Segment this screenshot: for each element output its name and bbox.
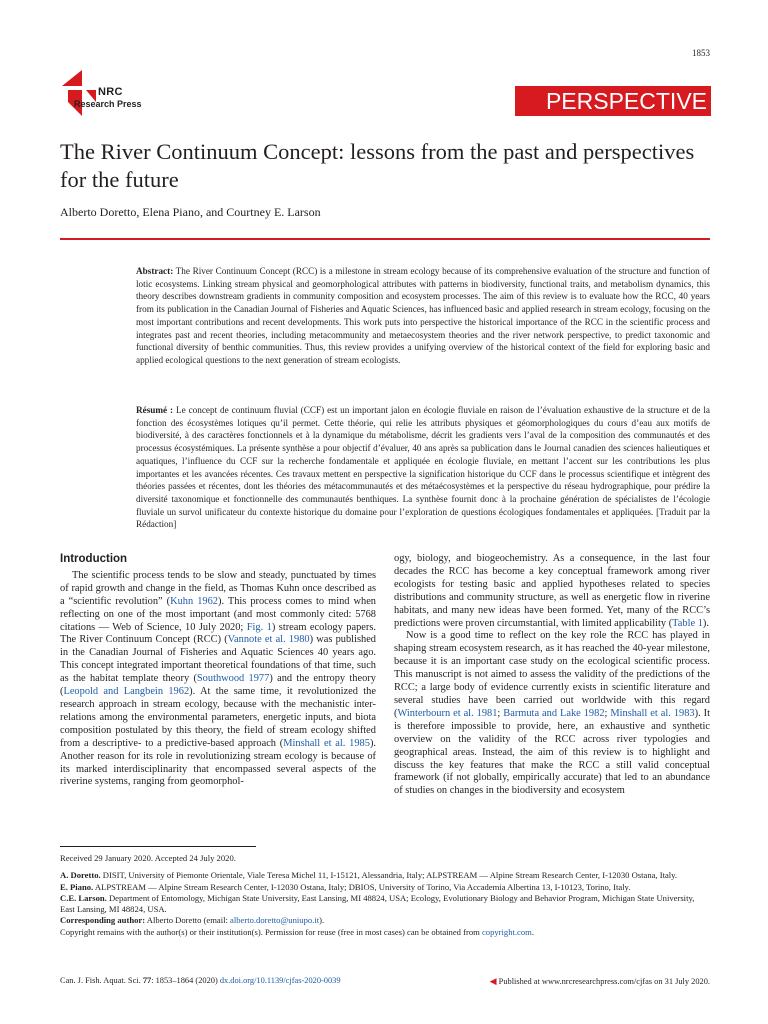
copyright-text: Copyright remains with the author(s) or their institution(s). Permission for reuse (free in most cases) can be obtained from xyxy=(60,926,482,937)
text-run: ) was published in the Canadian Journal of Fisheries and Aquatic Sciences 40 years ago. This concept integrated important theoretical foundations of that time, such as the habitat template theory ( xyxy=(60,634,376,685)
affiliation-doretto xyxy=(60,870,710,881)
citation-link[interactable]: Winterbourn et al. 1981 xyxy=(397,707,498,719)
logo-press-text: Research Press xyxy=(74,99,142,109)
footnotes xyxy=(60,853,710,938)
affiliation-author-name: E. Piano. xyxy=(60,881,94,892)
article-title: The River Continuum Concept: lessons from the past and perspectives for the future xyxy=(60,139,695,192)
intro-paragraph-1 xyxy=(60,570,376,789)
copyright-notice xyxy=(60,927,710,938)
text-run: ; xyxy=(604,707,611,719)
email-link[interactable]: alberto.doretto@uniupo.it xyxy=(230,915,320,926)
citation-link[interactable]: Leopold and Langbein 1962 xyxy=(63,686,190,698)
table-link[interactable]: Table 1 xyxy=(672,617,703,629)
abstract xyxy=(136,265,710,367)
right-column xyxy=(394,553,710,798)
citation-link[interactable]: Kuhn 1962 xyxy=(170,595,218,607)
affiliation-author-name: A. Doretto. xyxy=(60,870,101,881)
citation-link[interactable]: Southwood 1977 xyxy=(196,673,270,685)
text-run: ). Another reason for its role in revolutionizing stream ecology is because of its marked interdisciplinarity that encompassed several aspects of the riverine systems, ranging from geomorphol- xyxy=(60,737,376,788)
page-number: 1853 xyxy=(692,48,710,58)
text-run: ogy, biology, and biogeochemistry. As a consequence, in the last four decades the RCC has become a key conceptual framework among river ecologists for testing basic and applied hypotheses related to species distributions and community structure, as well as energetic flow in riverine habitats, and many new ideas have been formed. Yet, many of the RCC’s predictions were proven circumstantial, with limited applicability ( xyxy=(394,553,710,629)
citation-info xyxy=(60,976,341,985)
text-run: . xyxy=(531,926,534,937)
journal-pages: : 1853–1864 (2020) xyxy=(151,976,220,985)
affiliation-text: ALPSTREAM — Alpine Stream Research Center, I-12030 Ostana, Italy; DBIOS, University of Torino, Via Accademia Albertina 13, I-10123, Torino, Italy. xyxy=(93,881,631,892)
copyright-link[interactable]: copyright.com xyxy=(481,926,532,937)
resume-text: Le concept de continuum fluvial (CCF) est un important jalon en écologie fluviale en raison de l’évaluation exhaustive de la structure et de la fonction des écosystèmes lotiques qu’il permet. Cette théorie, qui relie les attributs physiques et géomorphologiques du cours d’eau aux motifs de biodiversité, à des caractères fonctionnels et à la dynamique du métabolisme, décrit les gradients vers l’aval de la composition des communautés et des processus écosystémiques. La présente synthèse a pour objectif d’évaluer, 40 ans après sa publication dans le Journal canadien des sciences halieutiques et aquatiques, l’influence du CCF sur la recherche fondamentale et appliquée en écologie fluviale, en mettant l’accent sur les contributions les plus importantes et les avancées récentes. Ces travaux mettent en perspective la signification historique du CCF dans le processus scientifique et intègrent des théories passées et récentes, dont les théories des métacommunautés et des métaécosystèmes et la perspective du réseau hydrographique, pour prédire la diversité taxonomique et fonctionnelle des communautés benthiques. La synthèse fournit donc à la prochaine génération de spécialistes de l’écologie fluviale un survol unificateur du contexte historique du domaine pour l’exploration de questions écologiques fondamentales et appliquées. [Traduit par la Rédaction] xyxy=(136,405,710,530)
journal-name: Can. J. Fish. Aquat. Sci. xyxy=(60,976,143,985)
affiliation-text: DISIT, University of Piemonte Orientale, Viale Teresa Michel 11, I-15121, Alessandria, Italy; ALPSTREAM — Alpine Stream Research Center, I-12030 Ostana, Italy. xyxy=(100,870,678,881)
citation-link[interactable]: Vannote et al. 1980 xyxy=(227,634,310,646)
corresponding-author xyxy=(60,915,710,926)
perspective-banner: PERSPECTIVE xyxy=(515,86,711,116)
corresponding-text: Alberto Doretto (email: xyxy=(145,915,231,926)
section-heading-introduction: Introduction xyxy=(60,553,128,565)
arrow-icon: ◀ xyxy=(489,976,497,986)
text-run: The scientific process tends to be slow and steady, punctuated by times of rapid growth and change in the field, as Thomas Kuhn once described as a “scientific revolution” ( xyxy=(60,569,376,607)
text-run: ). It is therefore impossible to provide, here, an exhaustive and synthetic overview on the validity of the RCC across river typologies and geographical areas. Instead, the aim of this review is to highlight and discuss the key features that make the RCC a still valid conceptual framework (if not globally, empirically accurate) that led to an abundance of studies on changes in the biodiversity and ecosystem xyxy=(394,707,710,797)
text-run: ). xyxy=(702,617,709,629)
affiliation-author-name: C.E. Larson. xyxy=(60,892,107,903)
intro-paragraph-2 xyxy=(394,630,710,798)
figure-link[interactable]: Fig. 1 xyxy=(246,621,272,633)
doi-link[interactable]: dx.doi.org/10.1139/cjfas-2020-0039 xyxy=(219,976,341,985)
footnote-divider xyxy=(60,846,256,847)
abstract-text: The River Continuum Concept (RCC) is a milestone in stream ecology because of its comprehensive evaluation of the structure and function of lotic ecosystems. Linking stream physical and geomorphological attributes with patterns in biodiversity, functional traits, and metabolism dynamics, this theory describes downstream gradients in community composition and ecosystem processes. The aim of this review is to evaluate how the RCC, 40 years from its publication in the Canadian Journal of Fisheries and Aquatic Sciences, has influenced basic and applied research in stream ecology, focusing on the most important contributions and recent developments. This work puts into perspective the historical importance of the RCC in the scientific process and integrates past and recent theories, including metacommunity and metaecosystem theories and the river network perspective, to predict taxonomic and functional diversity of benthic communities. Thus, this review provides a unifying overview of the historical context of the field for exploring basic and applied ecological questions to the next generation of stream ecologists. xyxy=(136,266,710,365)
citation-link[interactable]: Minshall et al. 1985 xyxy=(283,737,370,749)
text-run: ) stream ecology papers. The River Continuum Concept (RCC) ( xyxy=(60,621,376,646)
logo-nrc-text: NRC xyxy=(98,86,123,98)
intro-paragraph-1-continued xyxy=(394,553,710,630)
abstract-label: Abstract: xyxy=(136,266,174,276)
affiliation-larson xyxy=(60,893,710,916)
text-run: ) and the entropy theory ( xyxy=(60,673,376,698)
text-run: Now is a good time to reflect on the key role the RCC has played in shaping stream ecosystem research, as it has reached the 40-year milestone, because it is an important case study on the ecological scientific process. This manuscript is not aimed to assess the validity of the predictions of the RCC; a large body of evidence currently exists in scientific literature and several studies have been carried out worldwide with this regard ( xyxy=(394,630,710,719)
received-dates: Received 29 January 2020. Accepted 24 July 2020. xyxy=(60,853,236,863)
affiliation-text: Department of Entomology, Michigan State University, East Lansing, MI 48824, USA; Ecology, Evolutionary Biology and Behavior Program, Michigan State University, East Lansing, MI 48824, USA. xyxy=(60,892,695,915)
published-text: Published at www.nrcresearchpress.com/cjfas on 31 July 2020. xyxy=(498,977,710,986)
citation-link[interactable]: Minshall et al. 1983 xyxy=(610,707,695,719)
text-run: ). At the same time, it revolutionized the research approach in stream ecology, because with the mechanistic inter-relations among the environmental parameters, energetic inputs, and biota composition postulated by this theory, the field of stream ecology shifted from a descriptive- to a predictive-based approach ( xyxy=(60,686,376,749)
affiliation-piano xyxy=(60,882,710,893)
text-run: ; xyxy=(497,707,504,719)
journal-volume: 77 xyxy=(142,976,152,985)
author-list: Alberto Doretto, Elena Piano, and Courtney E. Larson xyxy=(60,205,321,219)
published-info xyxy=(490,976,710,987)
header-divider xyxy=(60,238,710,240)
text-run: ). This process comes to mind when reflecting on one of the most important (and most commonly cited: 5768 citations — Web of Science, 10 July 2020; xyxy=(60,595,376,633)
text-run: ). xyxy=(319,915,325,926)
left-column xyxy=(60,553,376,789)
resume-label: Résumé : xyxy=(136,405,174,415)
resume xyxy=(136,404,710,531)
citation-link[interactable]: Barmuta and Lake 1982 xyxy=(503,707,605,719)
corresponding-label: Corresponding author: xyxy=(60,915,146,926)
